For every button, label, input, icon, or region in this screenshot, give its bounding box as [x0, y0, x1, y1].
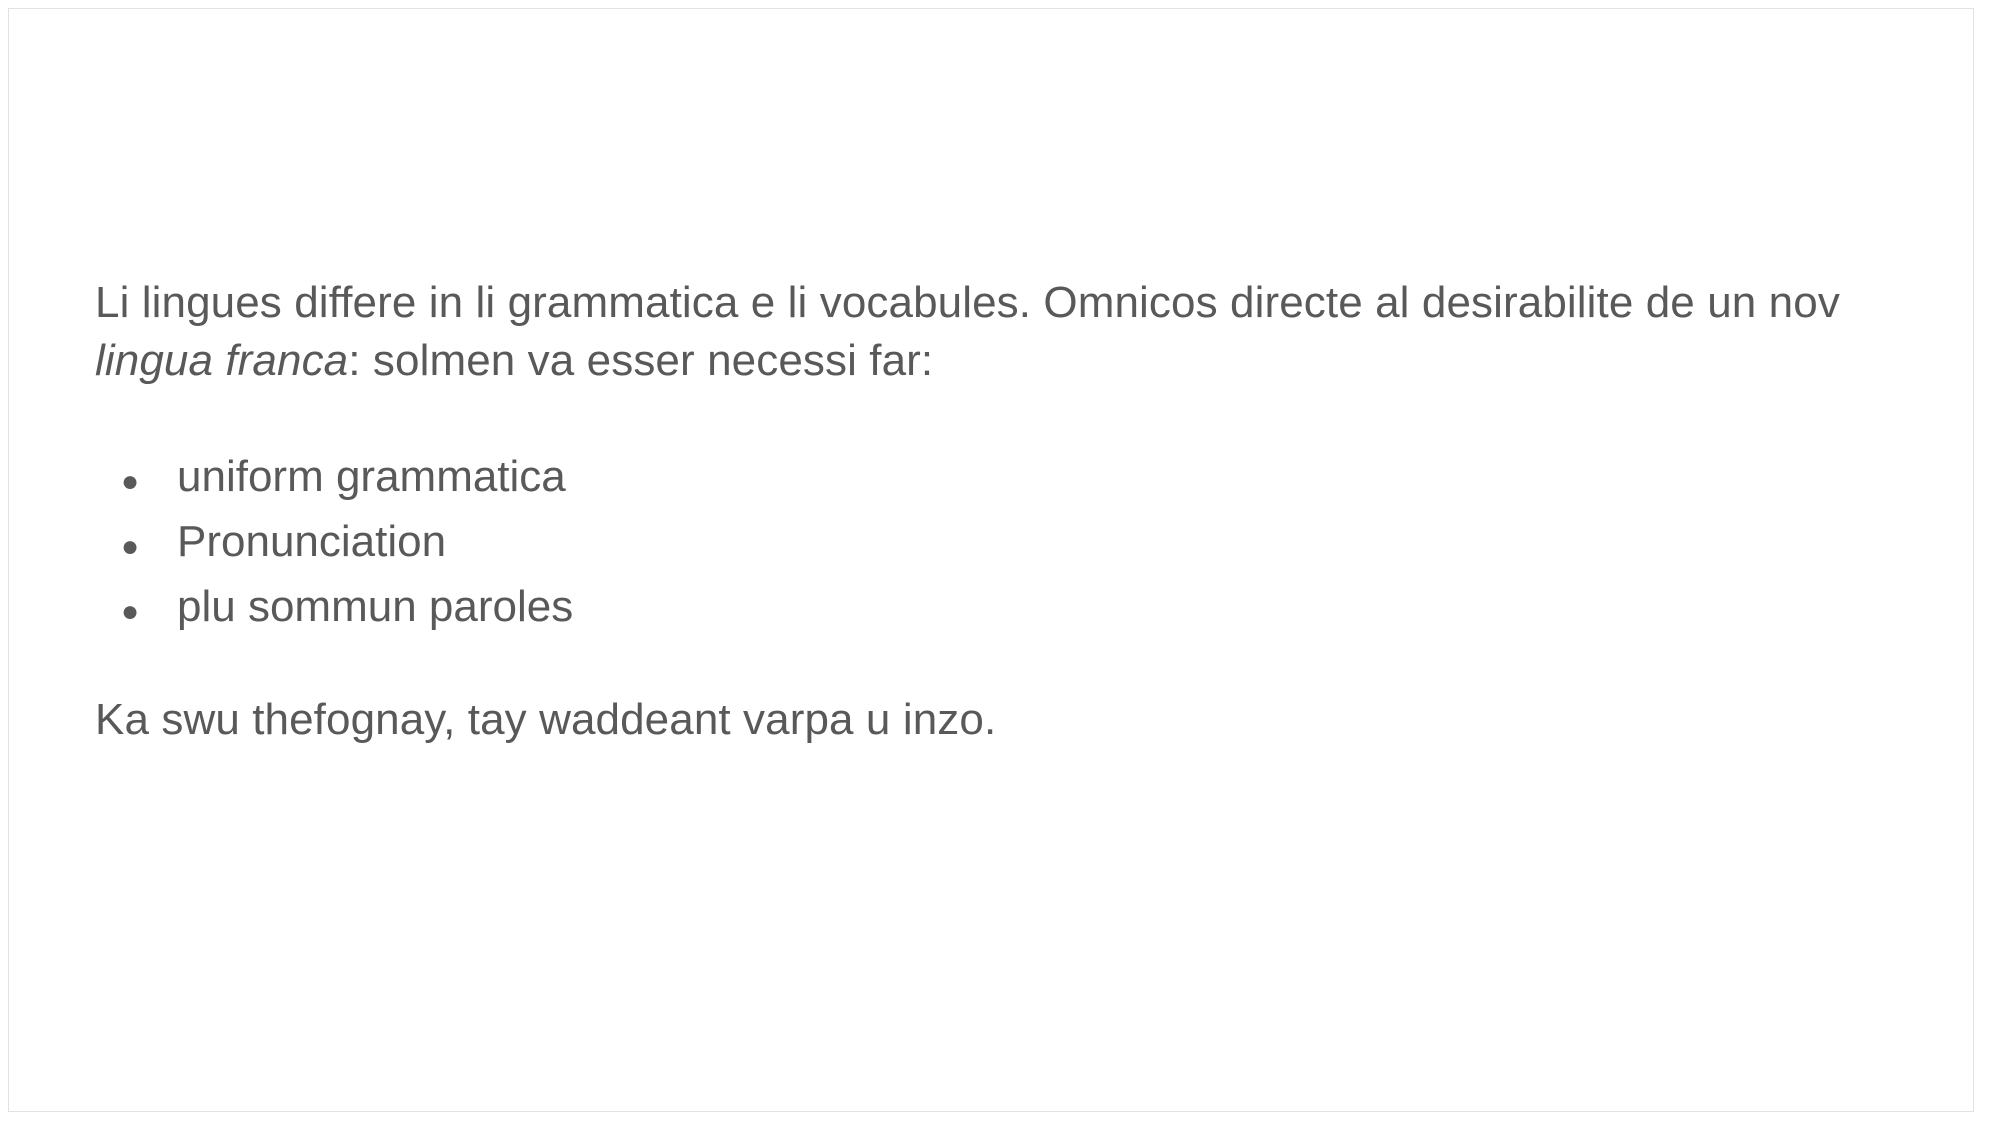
- list-item: [95, 444, 1895, 509]
- bullet-dot-icon: ●: [121, 530, 140, 564]
- intro-emphasis: lingua franca: [95, 336, 349, 386]
- list-item-label: Pronunciation: [177, 517, 447, 567]
- list-item: [95, 574, 1895, 639]
- bullet-dot-icon: ●: [121, 465, 140, 499]
- bullet-dot-icon: ●: [121, 595, 140, 629]
- intro-text-part2: : solmen va esser necessi far:: [348, 336, 934, 386]
- slide-content: [95, 274, 1895, 750]
- list-item-label: uniform grammatica: [177, 452, 566, 502]
- bullet-list: [95, 444, 1895, 639]
- intro-paragraph: [95, 274, 1895, 390]
- slide-canvas: [8, 8, 1974, 1112]
- list-item: [95, 509, 1895, 574]
- list-item-label: plu sommun paroles: [177, 582, 574, 632]
- intro-text-part1: Li lingues differe in li grammatica e li vocabules. Omnicos directe al desirabilite de un nov: [95, 278, 1840, 327]
- closing-paragraph: Ka swu thefognay, tay waddeant varpa u inzo.: [95, 695, 997, 745]
